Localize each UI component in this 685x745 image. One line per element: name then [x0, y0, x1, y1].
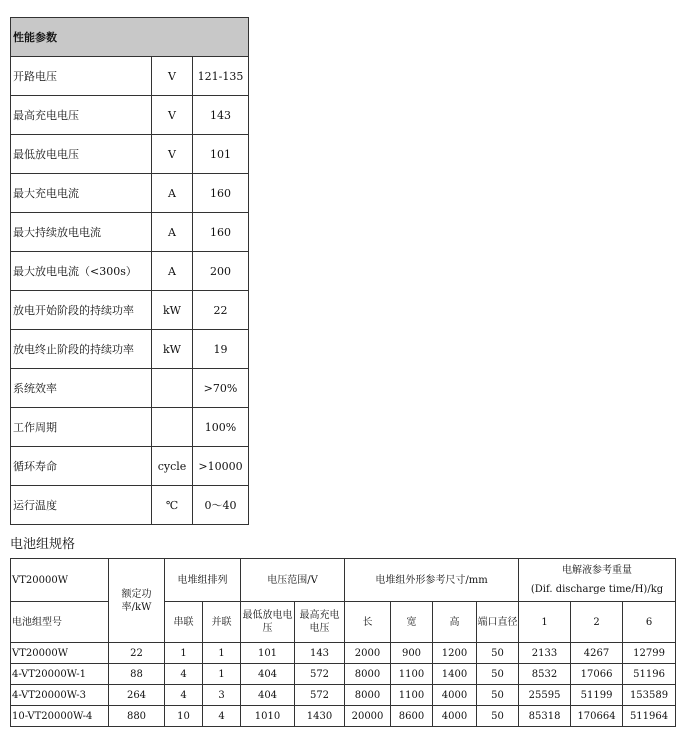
cell-arrangement-header: 电堆组排列 [165, 559, 241, 602]
parallel-header: 并联 [203, 602, 241, 643]
param-name: 运行温度 [11, 486, 152, 525]
param-unit: cycle [152, 447, 193, 486]
width-cell: 900 [391, 643, 433, 664]
series-cell: 10 [165, 706, 203, 727]
model-cell: 4-VT20000W-3 [11, 685, 109, 706]
param-value: >70% [193, 369, 249, 408]
table-row [11, 706, 676, 727]
param-unit: kW [152, 330, 193, 369]
param-name: 工作周期 [11, 408, 152, 447]
param-value: 0～40 [193, 486, 249, 525]
param-name: 系统效率 [11, 369, 152, 408]
parallel-cell: 1 [203, 664, 241, 685]
param-name: 最大充电电流 [11, 174, 152, 213]
performance-row [11, 447, 249, 486]
param-value: 100% [193, 408, 249, 447]
model-cell: VT20000W [11, 643, 109, 664]
param-unit: ℃ [152, 486, 193, 525]
performance-row [11, 135, 249, 174]
time-6h-header: 6 [623, 602, 676, 643]
param-name: 放电终止阶段的持续功率 [11, 330, 152, 369]
param-unit: V [152, 57, 193, 96]
height-header: 高 [433, 602, 477, 643]
parallel-cell: 1 [203, 643, 241, 664]
param-value: >10000 [193, 447, 249, 486]
param-value: 143 [193, 96, 249, 135]
param-name: 最高充电电压 [11, 96, 152, 135]
param-value: 200 [193, 252, 249, 291]
series-cell: 1 [165, 643, 203, 664]
section-title: 电池组规格 [10, 537, 76, 552]
length-cell: 8000 [345, 685, 391, 706]
param-value: 160 [193, 174, 249, 213]
performance-row [11, 174, 249, 213]
param-name: 最大持续放电电流 [11, 213, 152, 252]
parallel-cell: 3 [203, 685, 241, 706]
performance-row [11, 486, 249, 525]
height-cell: 4000 [433, 685, 477, 706]
weight-2h-cell: 17066 [571, 664, 623, 685]
port-cell: 50 [477, 664, 519, 685]
param-unit: A [152, 174, 193, 213]
width-header: 宽 [391, 602, 433, 643]
param-unit: kW [152, 291, 193, 330]
param-name: 最大放电电流（<300s） [11, 252, 152, 291]
max-charge-voltage-header: 最高充电电压 [295, 602, 345, 643]
param-unit: V [152, 135, 193, 174]
weight-2h-cell: 4267 [571, 643, 623, 664]
param-value: 160 [193, 213, 249, 252]
param-name: 开路电压 [11, 57, 152, 96]
weight-1h-cell: 25595 [519, 685, 571, 706]
performance-row [11, 330, 249, 369]
model-cell: 4-VT20000W-1 [11, 664, 109, 685]
series-header: 串联 [165, 602, 203, 643]
series-cell: 4 [165, 664, 203, 685]
performance-row [11, 57, 249, 96]
weight-6h-cell: 51196 [623, 664, 676, 685]
table-row [11, 664, 676, 685]
power-cell: 22 [109, 643, 165, 664]
weight-1h-cell: 85318 [519, 706, 571, 727]
vmin-cell: 1010 [241, 706, 295, 727]
vmax-cell: 143 [295, 643, 345, 664]
length-header: 长 [345, 602, 391, 643]
length-cell: 8000 [345, 664, 391, 685]
width-cell: 1100 [391, 664, 433, 685]
electrolyte-header-line-2: (Dif. discharge time/H)/kg [530, 584, 664, 595]
param-value: 101 [193, 135, 249, 174]
weight-6h-cell: 12799 [623, 643, 676, 664]
performance-row [11, 408, 249, 447]
param-unit [152, 369, 193, 408]
param-name: 循环寿命 [11, 447, 152, 486]
width-cell: 8600 [391, 706, 433, 727]
height-cell: 1400 [433, 664, 477, 685]
length-cell: 2000 [345, 643, 391, 664]
param-value: 121-135 [193, 57, 249, 96]
electrolyte-weight-header [519, 559, 676, 602]
time-2h-header: 2 [571, 602, 623, 643]
vmin-cell: 404 [241, 664, 295, 685]
param-unit: V [152, 96, 193, 135]
param-value: 22 [193, 291, 249, 330]
param-name: 放电开始阶段的持续功率 [11, 291, 152, 330]
min-discharge-voltage-header: 最低放电电压 [241, 602, 295, 643]
vmax-cell: 1430 [295, 706, 345, 727]
height-cell: 4000 [433, 706, 477, 727]
model-label-header: 电池组型号 [11, 602, 109, 643]
performance-table [10, 17, 249, 525]
vmax-cell: 572 [295, 664, 345, 685]
performance-table-header-row [11, 18, 249, 57]
model-top-header: VT20000W [11, 559, 109, 602]
param-value: 19 [193, 330, 249, 369]
port-diameter-header: 端口直径 [477, 602, 519, 643]
weight-2h-cell: 51199 [571, 685, 623, 706]
param-unit [152, 408, 193, 447]
model-cell: 10-VT20000W-4 [11, 706, 109, 727]
pack-header-row-1 [11, 559, 676, 602]
performance-row [11, 213, 249, 252]
dimensions-header: 电堆组外形参考尺寸/mm [345, 559, 519, 602]
param-name: 最低放电电压 [11, 135, 152, 174]
weight-2h-cell: 170664 [571, 706, 623, 727]
width-cell: 1100 [391, 685, 433, 706]
height-cell: 1200 [433, 643, 477, 664]
performance-table-header: 性能参数 [11, 18, 249, 57]
performance-row [11, 252, 249, 291]
weight-1h-cell: 2133 [519, 643, 571, 664]
vmin-cell: 404 [241, 685, 295, 706]
port-cell: 50 [477, 685, 519, 706]
electrolyte-header-line-1: 电解液参考重量 [562, 565, 633, 576]
battery-pack-table [10, 558, 676, 727]
performance-row [11, 96, 249, 135]
vmax-cell: 572 [295, 685, 345, 706]
performance-row [11, 369, 249, 408]
power-cell: 88 [109, 664, 165, 685]
power-cell: 880 [109, 706, 165, 727]
table-row [11, 685, 676, 706]
series-cell: 4 [165, 685, 203, 706]
time-1h-header: 1 [519, 602, 571, 643]
power-cell: 264 [109, 685, 165, 706]
parallel-cell: 4 [203, 706, 241, 727]
weight-1h-cell: 8532 [519, 664, 571, 685]
port-cell: 50 [477, 706, 519, 727]
rated-power-header: 额定功率/kW [109, 559, 165, 643]
weight-6h-cell: 153589 [623, 685, 676, 706]
voltage-range-header: 电压范围/V [241, 559, 345, 602]
length-cell: 20000 [345, 706, 391, 727]
performance-row [11, 291, 249, 330]
vmin-cell: 101 [241, 643, 295, 664]
port-cell: 50 [477, 643, 519, 664]
weight-6h-cell: 511964 [623, 706, 676, 727]
table-row [11, 643, 676, 664]
param-unit: A [152, 252, 193, 291]
param-unit: A [152, 213, 193, 252]
